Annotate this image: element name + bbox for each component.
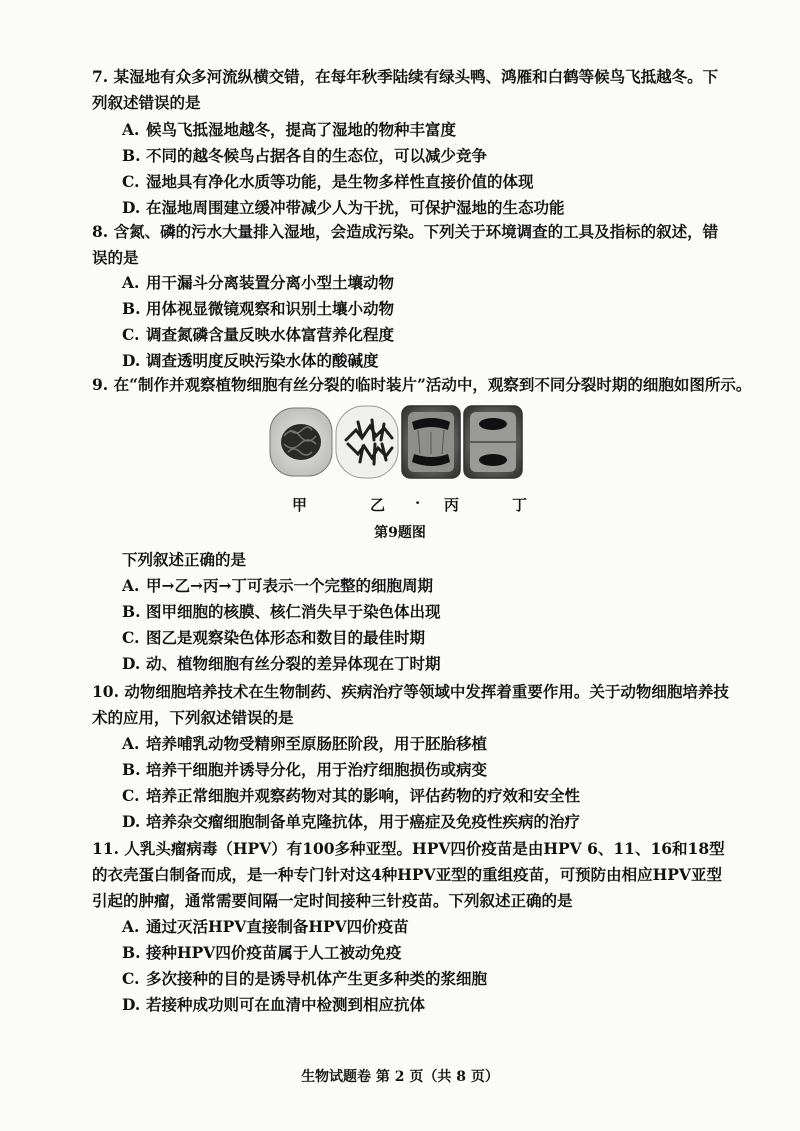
option-a [122,270,732,296]
option-d [122,809,732,835]
option-a [122,914,732,940]
option-a [122,573,732,599]
cell-division-figure [268,402,524,482]
cell-ding [464,406,522,478]
option-label: A. [122,576,140,595]
question-number: 10. [92,682,119,701]
question-9 [92,372,752,398]
option-b [122,296,732,322]
option-text: 多次接种的目的是诱导机体产生更多种类的浆细胞 [146,969,488,988]
question-8 [92,219,732,271]
question-11 [92,836,732,914]
option-text: 用体视显微镜观察和识别土壤小动物 [146,299,395,318]
option-label: B. [122,146,141,165]
label-jia: 甲 [292,496,308,514]
label-ding: 丁 [512,496,528,514]
question-stem: 动物细胞培养技术在生物制药、疾病治疗等领域中发挥着重要作用。关于动物细胞培养技术的应用，下列叙述错误的是 [92,682,729,727]
option-text: 在湿地周围建立缓冲带减少人为干扰，可保护湿地的生态功能 [146,198,565,217]
option-label: C. [122,969,140,988]
question-10-options [122,731,732,835]
label-bing: 丙 [444,496,460,514]
option-b [122,143,732,169]
option-text: 培养干细胞并诱导分化，用于治疗细胞损伤或病变 [146,760,488,779]
option-label: A. [122,120,140,139]
option-label: A. [122,734,140,753]
cell-bing [402,406,460,478]
option-label: B. [122,943,141,962]
option-b [122,940,732,966]
option-d [122,348,732,374]
question-stem: 含氮、磷的污水大量排入湿地，会造成污染。下列关于环境调查的工具及指标的叙述，错误的是 [92,222,719,267]
option-b [122,757,732,783]
option-label: D. [122,812,141,831]
question-7-options [122,117,732,221]
option-label: D. [122,654,141,673]
question-stem: 某湿地有众多河流纵横交错，在每年秋季陆续有绿头鸭、鸿雁和白鹤等候鸟飞抵越冬。下列叙述错误的是 [92,67,719,112]
question-stem: 人乳头瘤病毒（HPV）有100多种亚型。HPV四价疫苗是由HPV 6、11、16和18型的衣壳蛋白制备而成，是一种专门针对这4种HPV亚型的重组疫苗，可预防由相应HPV亚型引起的肿瘤，通常需要间隔一定时间接种三针疫苗。下列叙述正确的是 [92,839,725,910]
option-text: 调查透明度反映污染水体的酸碱度 [146,351,379,370]
option-text: 不同的越冬候鸟占据各自的生态位，可以减少竞争 [146,146,488,165]
option-text: 通过灭活HPV直接制备HPV四价疫苗 [146,917,409,936]
option-label: D. [122,198,141,217]
option-label: A. [122,917,140,936]
cell-yi [336,406,398,478]
option-text: 培养杂交瘤细胞制备单克隆抗体，用于癌症及免疫性疾病的治疗 [146,812,581,831]
label-dot: · [415,494,421,512]
option-label: C. [122,172,140,191]
option-d [122,992,732,1018]
option-label: C. [122,628,140,647]
option-label: B. [122,299,141,318]
question-number: 9. [92,375,109,394]
option-c [122,322,732,348]
option-c [122,625,732,651]
option-text: 湿地具有净化水质等功能，是生物多样性直接价值的体现 [146,172,534,191]
page-footer: 生物试题卷 第 2 页（共 8 页） [301,1069,499,1085]
option-text: 接种HPV四价疫苗属于人工被动免疫 [146,943,402,962]
option-a [122,731,732,757]
option-text: 培养正常细胞并观察药物对其的影响，评估药物的疗效和安全性 [146,786,581,805]
question-9-options [122,573,732,677]
option-c [122,783,732,809]
option-label: B. [122,760,141,779]
option-d [122,651,732,677]
option-text: 候鸟飞抵湿地越冬，提高了湿地的物种丰富度 [146,120,457,139]
option-label: A. [122,273,140,292]
option-text: 甲→乙→丙→丁可表示一个完整的细胞周期 [146,576,433,595]
question-number: 7. [92,67,109,86]
figure-caption: 第9题图 [374,525,426,541]
option-label: C. [122,325,140,344]
option-d [122,195,732,221]
option-c [122,966,732,992]
option-text: 图乙是观察染色体形态和数目的最佳时期 [146,628,426,647]
option-label: D. [122,351,141,370]
option-text: 调查氮磷含量反映水体富营养化程度 [146,325,395,344]
question-8-options [122,270,732,374]
cell-jia [270,408,332,476]
question-7 [92,64,732,116]
option-a [122,117,732,143]
question-number: 8. [92,222,109,241]
question-11-options [122,914,732,1018]
question-9-lead: 下列叙述正确的是 [122,550,247,569]
option-label: B. [122,602,141,621]
option-label: C. [122,786,140,805]
option-text: 图甲细胞的核膜、核仁消失早于染色体出现 [146,602,441,621]
option-text: 动、植物细胞有丝分裂的差异体现在丁时期 [146,654,441,673]
option-c [122,169,732,195]
option-label: D. [122,995,141,1014]
question-10 [92,679,732,731]
option-text: 若接种成功则可在血清中检测到相应抗体 [146,995,426,1014]
label-yi: 乙 [370,496,386,514]
question-number: 11. [92,839,119,858]
option-text: 用干漏斗分离装置分离小型土壤动物 [146,273,395,292]
option-text: 培养哺乳动物受精卵至原肠胚阶段，用于胚胎移植 [146,734,488,753]
question-stem: 在“制作并观察植物细胞有丝分裂的临时装片”活动中，观察到不同分裂时期的细胞如图所示。 [113,375,752,394]
option-b [122,599,732,625]
